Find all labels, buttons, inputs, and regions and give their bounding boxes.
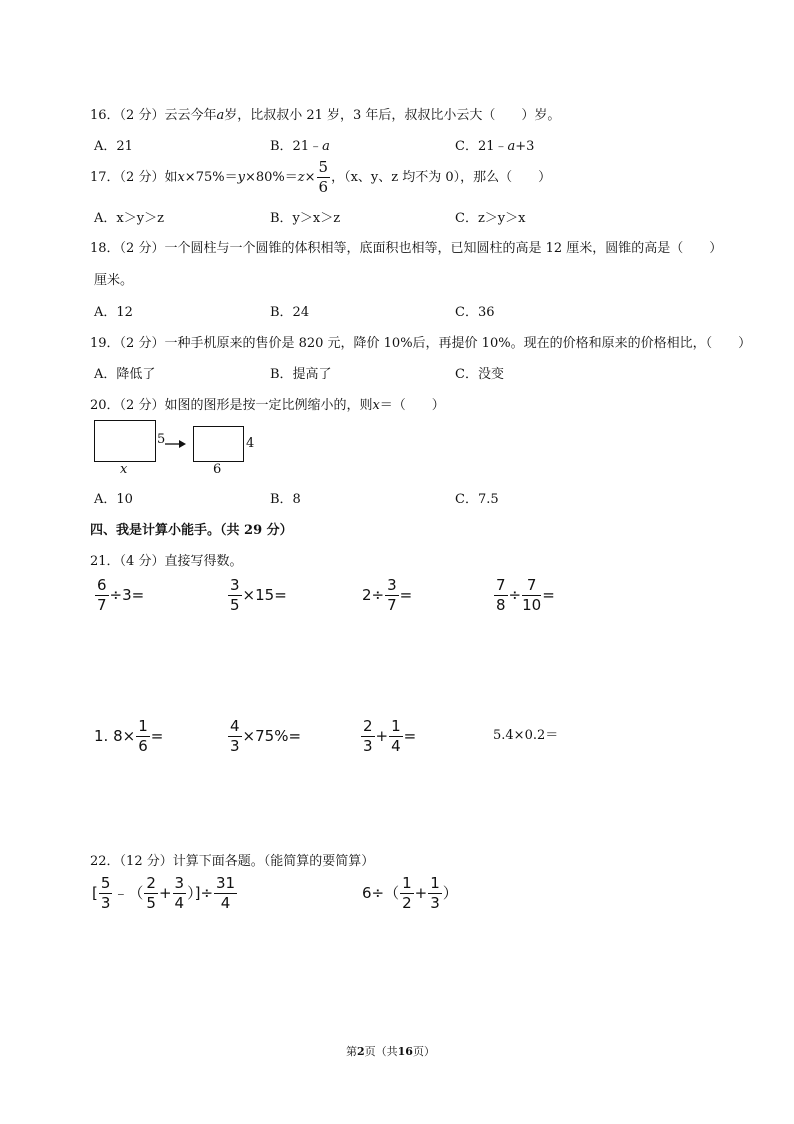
footer-text-b: 页（共 xyxy=(364,1045,398,1058)
q21-e4-frac2 xyxy=(522,578,541,613)
q21-e1-rest: ÷3= xyxy=(109,586,145,604)
footer-page-number: 2 xyxy=(357,1045,365,1058)
q21-e4-num2: 7 xyxy=(522,578,541,596)
big-rectangle xyxy=(94,420,156,462)
q21-e1-frac xyxy=(95,578,109,613)
q21-expr-2 xyxy=(227,578,287,613)
q21-e2-frac xyxy=(228,578,242,613)
q22-e2-num1: 1 xyxy=(402,874,412,892)
q17-var-y: y xyxy=(237,170,245,185)
q17-option-c: C．z＞y＞x xyxy=(455,211,526,226)
q16-stem-a: 16．（2 分）云云今年 xyxy=(90,108,217,123)
q21-e1-num: 6 xyxy=(97,576,107,594)
q16-optb-var: a xyxy=(322,139,330,154)
q17-mid3: × xyxy=(304,170,316,185)
q18-option-b: B．24 xyxy=(270,305,310,320)
q20-stem-text: 20．（2 分）如图的图形是按一定比例缩小的，则 xyxy=(90,398,373,413)
q21-e3-pre: 2÷ xyxy=(362,586,385,604)
q21-e4-frac1 xyxy=(494,578,508,613)
q20-option-c: C．7.5 xyxy=(455,492,499,507)
q22-e1-plus: + xyxy=(158,884,172,902)
q21-e7-rest: = xyxy=(403,727,417,745)
q21-expr-4 xyxy=(493,578,555,613)
q22-e2-pre: 6÷（ xyxy=(362,884,400,902)
q21-e1-den: 7 xyxy=(97,596,107,614)
question-19-stem: 19．（2 分）一种手机原来的售价是 820 元，降价 10%后，再提价 10%。现在的价格和原来的价格相比，（ ） xyxy=(90,336,752,351)
q21-e4-rest: = xyxy=(542,586,555,604)
q21-e3-den: 7 xyxy=(387,596,397,614)
footer-total-pages: 16 xyxy=(397,1045,413,1058)
q22-expr-1 xyxy=(92,876,238,911)
question-22-stem: 22．（12 分）计算下面各题。（能简算的要简算） xyxy=(90,854,375,869)
q21-e6-rest: ×75%= xyxy=(242,727,302,745)
page-footer xyxy=(346,1043,435,1059)
q22-e1-num1: 5 xyxy=(100,874,111,892)
question-17-stem xyxy=(90,160,551,195)
q22-e1-close: ）]÷ xyxy=(187,884,214,902)
q22-e2-frac1 xyxy=(400,876,414,911)
q21-e4-op: ÷ xyxy=(508,586,522,604)
q21-e5-frac xyxy=(136,719,150,754)
q21-e4-den2: 10 xyxy=(522,596,542,614)
q21-expr-8: 5.4×0.2＝ xyxy=(493,728,559,743)
q16-optc-prefix: C．21﹣ xyxy=(455,139,508,154)
q21-e7-frac1 xyxy=(361,719,375,754)
question-16-stem xyxy=(90,104,560,123)
q17-var-x: x xyxy=(177,170,185,185)
question-20-stem xyxy=(90,394,445,413)
q22-e1-num3: 3 xyxy=(174,874,185,892)
q22-expr-2 xyxy=(362,876,458,911)
big-rect-bottom-label: x xyxy=(120,462,128,477)
q16-option-b xyxy=(270,135,330,154)
q18-option-a: A．12 xyxy=(94,305,133,320)
q16-optc-var: a xyxy=(507,139,516,154)
q20-var: x xyxy=(372,398,380,413)
q22-e1-frac2 xyxy=(144,876,158,911)
q21-e2-num: 3 xyxy=(230,576,240,594)
q21-e3-frac xyxy=(385,578,399,613)
question-18-stem-line2: 厘米。 xyxy=(94,273,134,288)
q18-option-c: C．36 xyxy=(455,305,495,320)
q21-e2-den: 5 xyxy=(230,596,240,614)
q21-e6-num: 4 xyxy=(230,717,240,735)
q21-e5-pre: 1. 8× xyxy=(94,727,136,745)
question-21-stem: 21．（4 分）直接写得数。 xyxy=(90,554,243,569)
q22-e2-den1: 2 xyxy=(402,894,412,912)
big-rect-side-label: 5 xyxy=(157,432,166,447)
q21-e7-frac2 xyxy=(389,719,403,754)
q22-e2-close: ） xyxy=(442,884,458,902)
q20-stem-end: ＝（ ） xyxy=(379,398,445,413)
q22-e2-frac2 xyxy=(428,876,442,911)
q17-stem-a: 17．（2 分）如 xyxy=(90,170,178,185)
q21-expr-1 xyxy=(94,578,144,613)
q17-stem-b: ，（x、y、z 均不为 0），那么（ ） xyxy=(331,170,552,185)
q21-expr-5 xyxy=(94,719,163,754)
q21-e5-rest: = xyxy=(150,727,164,745)
q21-e7-num2: 1 xyxy=(391,717,401,735)
q17-mid2: ×80%＝ xyxy=(244,170,298,185)
q21-e5-den: 6 xyxy=(138,737,148,755)
q20-option-a: A．10 xyxy=(94,492,133,507)
q22-e2-num2: 1 xyxy=(430,874,440,892)
q19-option-c: C．没变 xyxy=(455,367,504,382)
q22-e1-num4: 31 xyxy=(216,874,236,892)
q16-optc-suffix: +3 xyxy=(515,139,535,154)
q17-frac-num: 5 xyxy=(318,158,329,176)
q21-e6-den: 3 xyxy=(230,737,240,755)
section-4-title: 四、我是计算小能手。（共 29 分） xyxy=(90,523,293,538)
small-rect-side-label: 4 xyxy=(246,436,255,451)
q16-option-c xyxy=(455,135,534,154)
q22-e2-plus: + xyxy=(414,884,428,902)
q21-e3-num: 3 xyxy=(387,576,397,594)
q19-option-b: B．提高了 xyxy=(270,367,332,382)
question-18-stem-line1: 18．（2 分）一个圆柱与一个圆锥的体积相等，底面积也相等，已知圆柱的高是 12 厘米，圆锥的高是（ ） xyxy=(90,241,723,256)
q22-e1-open: [ xyxy=(92,884,98,902)
q21-e3-rest: = xyxy=(399,586,413,604)
q21-e2-rest: ×15= xyxy=(242,586,287,604)
q16-var-a: a xyxy=(216,108,225,123)
q21-expr-7 xyxy=(360,719,416,754)
small-rect-bottom-label: 6 xyxy=(213,462,222,477)
q22-e1-den2: 5 xyxy=(146,894,156,912)
q21-e7-op: + xyxy=(375,727,389,745)
q22-e1-den1: 3 xyxy=(100,894,111,912)
q20-option-b: B．8 xyxy=(270,492,301,507)
q22-e1-minus: ﹣（ xyxy=(113,884,144,902)
q17-mid1: ×75%＝ xyxy=(184,170,238,185)
footer-text-c: 页） xyxy=(412,1045,435,1058)
q21-expr-6 xyxy=(227,719,301,754)
q17-option-b: B．y＞x＞z xyxy=(270,211,341,226)
q21-e4-den1: 8 xyxy=(496,596,506,614)
q21-e7-den2: 4 xyxy=(391,737,401,755)
small-rectangle xyxy=(193,426,244,462)
q21-e7-den1: 3 xyxy=(363,737,373,755)
q16-option-a: A．21 xyxy=(94,139,133,154)
footer-text-a: 第 xyxy=(346,1045,357,1058)
q21-e4-num1: 7 xyxy=(496,576,506,594)
q19-option-a: A．降低了 xyxy=(94,367,156,382)
q17-frac-den: 6 xyxy=(318,178,329,196)
q22-e1-frac3 xyxy=(173,876,187,911)
q17-var-z: z xyxy=(297,170,305,185)
q17-fraction xyxy=(317,160,331,195)
q22-e1-frac1 xyxy=(99,876,113,911)
q22-e1-den4: 4 xyxy=(220,894,231,912)
q22-e1-frac4 xyxy=(214,876,237,911)
q21-e6-frac xyxy=(228,719,242,754)
arrow-right-icon xyxy=(165,438,187,450)
q16-optb-prefix: B．21﹣ xyxy=(270,139,323,154)
q16-stem-b: 岁，比叔叔小 21 岁，3 年后，叔叔比小云大（ ）岁。 xyxy=(224,108,561,123)
q17-option-a: A．x＞y＞z xyxy=(94,211,164,226)
q21-expr-3 xyxy=(362,578,412,613)
q21-e7-num1: 2 xyxy=(363,717,373,735)
q21-e5-num: 1 xyxy=(138,717,148,735)
q22-e1-num2: 2 xyxy=(146,874,156,892)
q22-e2-den2: 3 xyxy=(430,894,440,912)
q22-e1-den3: 4 xyxy=(174,894,185,912)
